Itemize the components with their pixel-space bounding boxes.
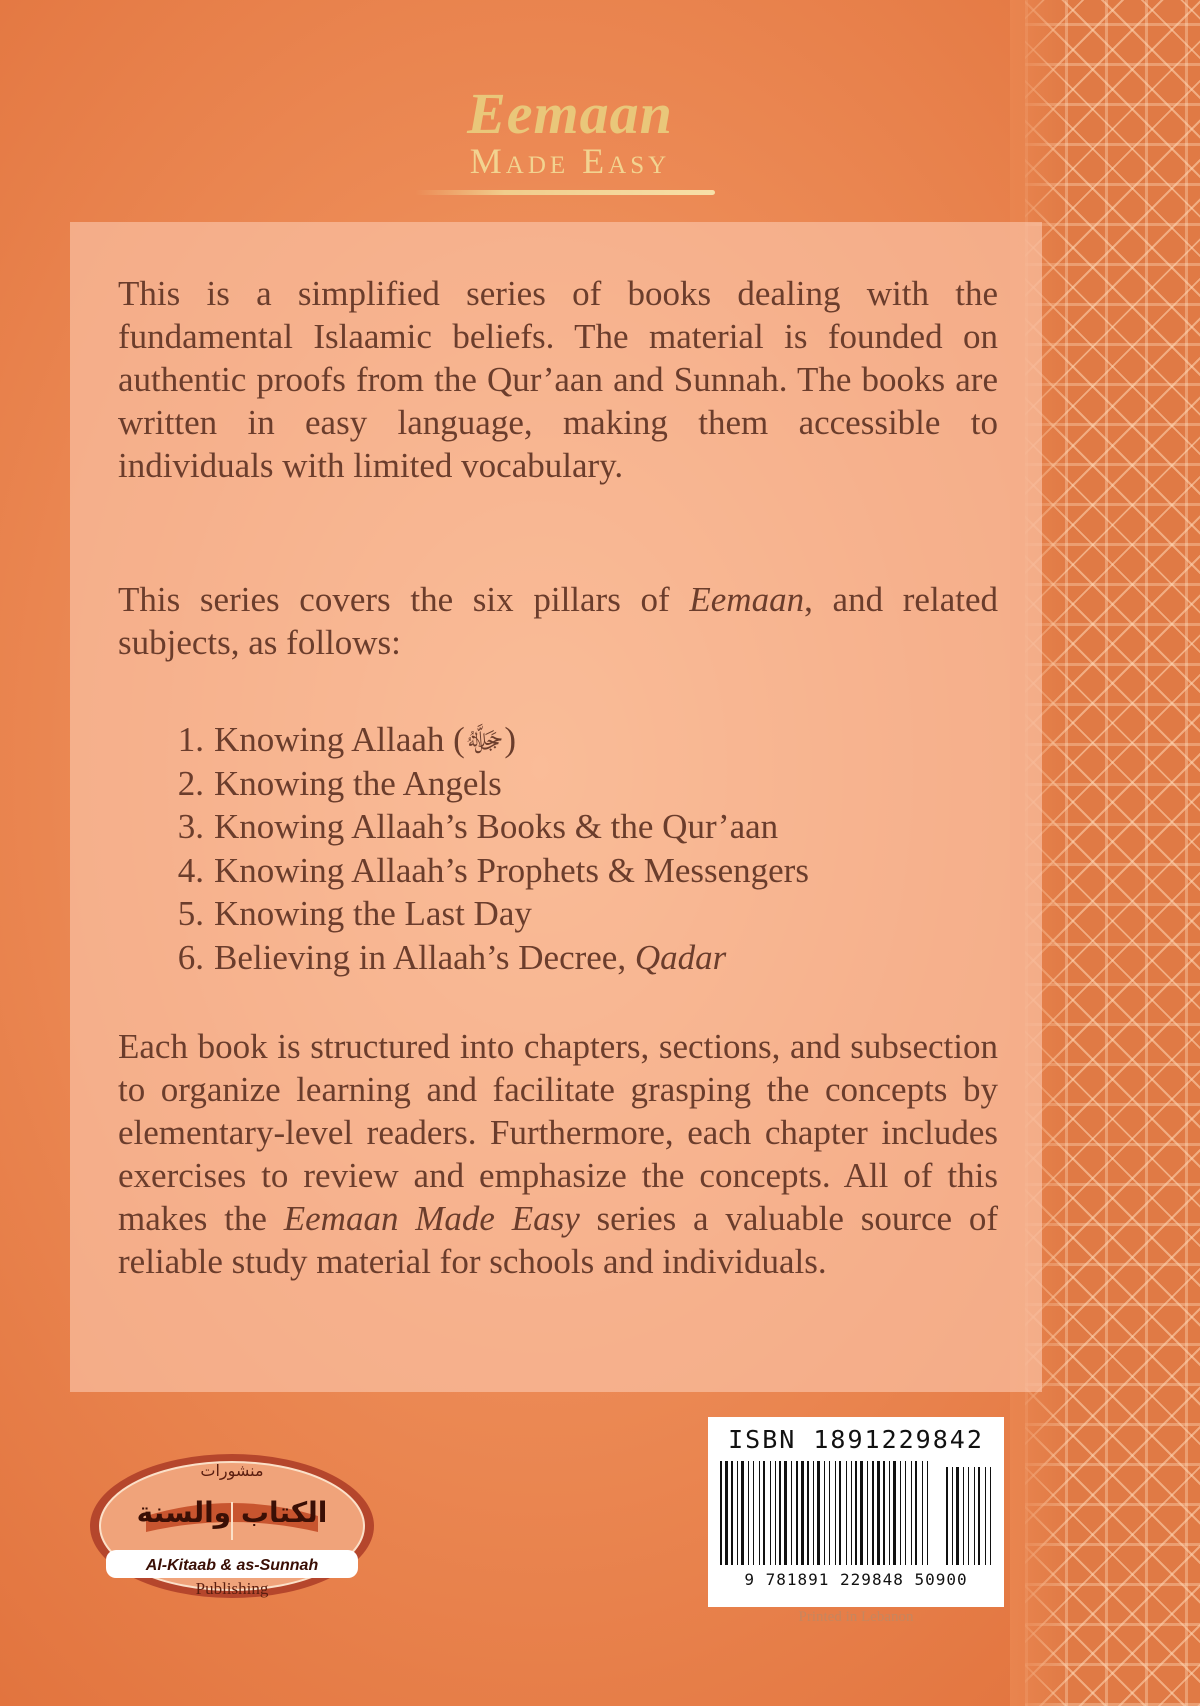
list-item (158, 718, 978, 762)
list-item-text: Knowing the Last Day (214, 894, 532, 933)
structure-text-after: series a valuable source of reliable study material for schools and individuals. (118, 1199, 998, 1281)
series-logo (415, 80, 725, 195)
list-item-text: Believing in Allaah’s Decree, (214, 937, 635, 977)
list-item-number: 6. (177, 937, 204, 977)
list-item (158, 849, 978, 893)
series-paragraph (118, 578, 998, 664)
logo-title: Eemaan (467, 81, 673, 146)
logo-subtitle: Made Easy (469, 141, 671, 181)
list-item-text: Knowing Allaah’s Prophets & Messengers (214, 850, 809, 890)
pillars-list (158, 718, 978, 979)
list-item (158, 805, 978, 849)
barcode (718, 1461, 994, 1589)
list-item (158, 892, 978, 936)
list-item-number: 3. (177, 807, 204, 846)
isbn-text: ISBN 1891229842 (728, 1425, 984, 1454)
publisher-label: Publishing (195, 1579, 269, 1598)
list-item-number: 1. (177, 720, 204, 759)
list-item-text: Knowing Allaah’s Books & the Qur’aan (214, 807, 779, 846)
series-text-emphasis: Eemaan (689, 580, 805, 619)
list-item (158, 936, 978, 980)
series-text-before: This series covers the six pillars of (118, 580, 690, 619)
publisher-logo (86, 1450, 378, 1602)
publisher-arabic-main: الكتاب والسنة (136, 1496, 328, 1529)
publisher-name: Al-Kitaab & as-Sunnah (145, 1557, 319, 1574)
printed-in: Printed in Lebanon (798, 1609, 914, 1625)
publisher-emblem-icon (86, 1450, 378, 1602)
barcode-icon (718, 1461, 994, 1569)
list-item-number: 2. (177, 763, 204, 803)
list-item-text: Knowing the Angels (214, 763, 502, 803)
publisher-arabic-top: منشورات (200, 1461, 264, 1480)
list-item-text: Knowing Allaah (ﷻ) (214, 720, 516, 759)
structure-paragraph (118, 1025, 998, 1283)
isbn-barcode-box (708, 1417, 1004, 1607)
list-item-emphasis: Qadar (634, 937, 727, 977)
list-item-number: 5. (177, 894, 204, 933)
structure-text-before: Each book is structured into chapters, sections, and subsection to organize learning and facilitate grasping the concepts by elementary-level readers. Furthermore, each chapter includes exercises to review and emphasize the concepts. All of this makes the (118, 1027, 998, 1238)
list-item-number: 4. (177, 850, 204, 890)
logo-underline (415, 190, 715, 195)
barcode-digits: 9 781891 229848 50900 (744, 1570, 968, 1589)
intro-paragraph: This is a simplified series of books dealing with the fundamental Islaamic beliefs. The material is founded on authentic proofs from the Qur’aan and Sunnah. The books are written in easy language, making them accessible to individuals with limited vocabulary. (118, 274, 998, 485)
list-item (158, 762, 978, 806)
structure-text-emphasis: Eemaan Made Easy (283, 1199, 580, 1238)
series-text-after: , and related subjects, as follows: (118, 580, 998, 662)
